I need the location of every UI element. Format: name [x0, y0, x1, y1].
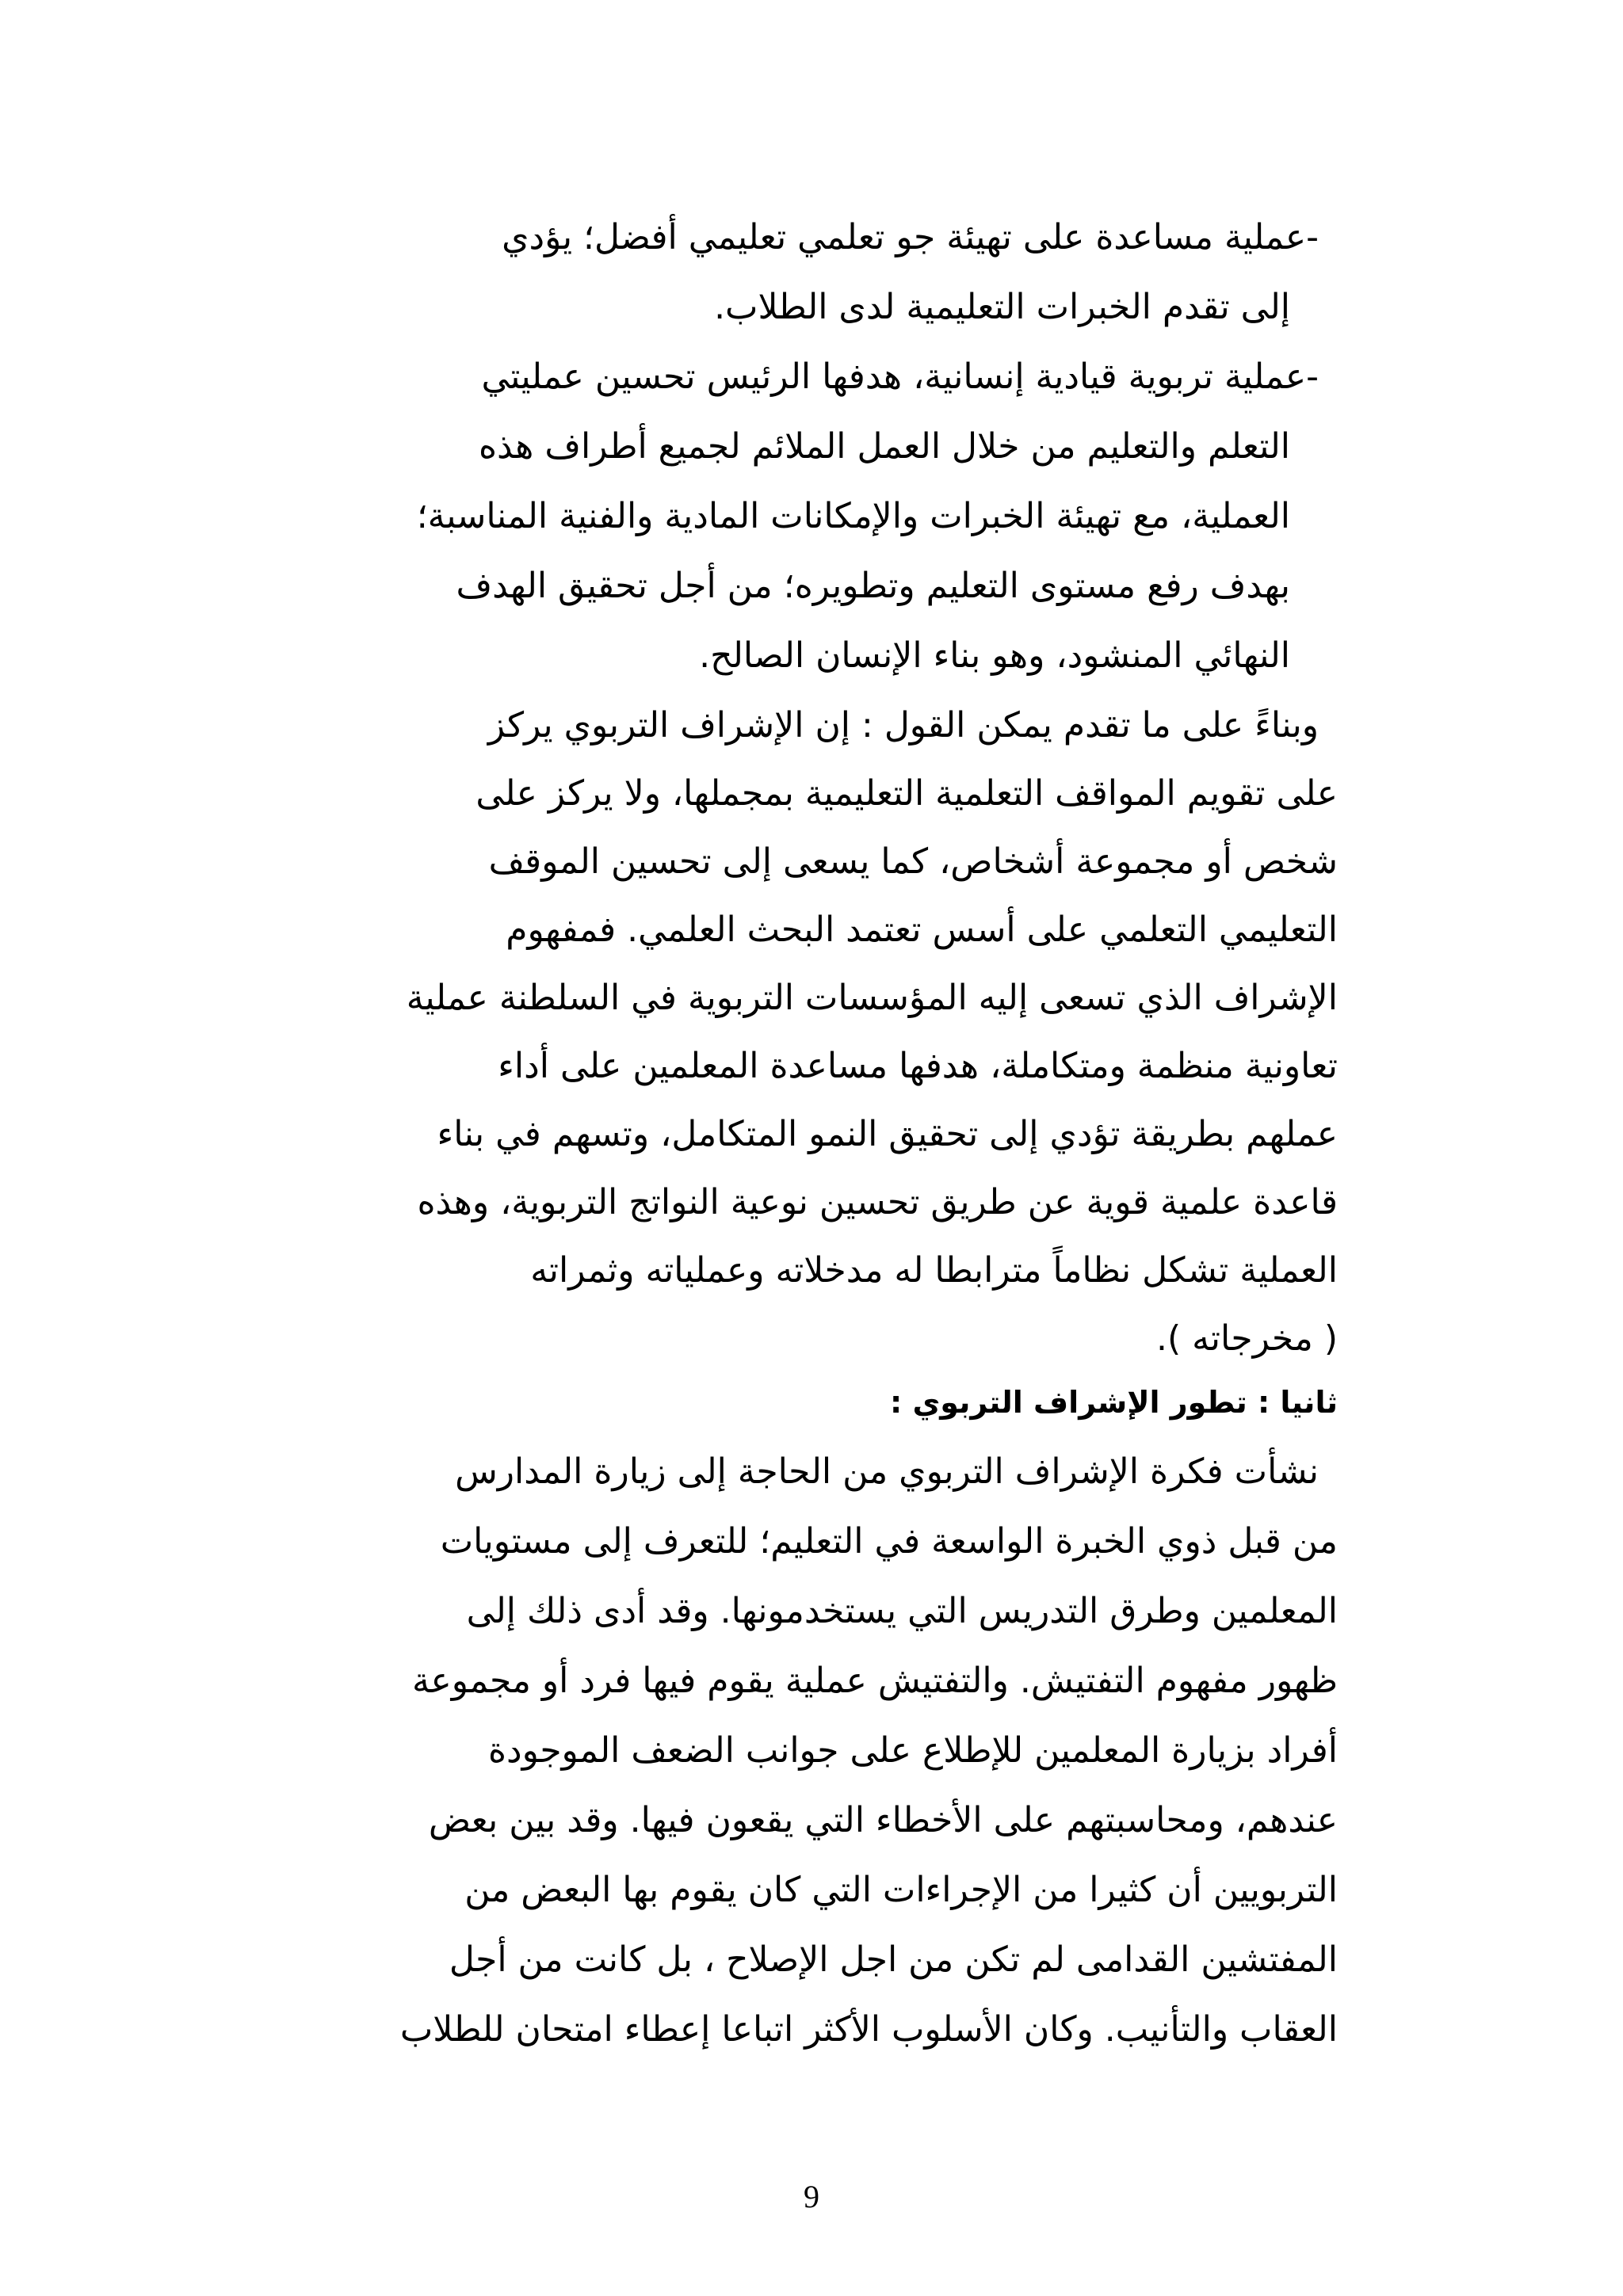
dash-item-2-line-5: النهائي المنشود، وهو بناء الإنسان الصالح.: [699, 635, 1290, 676]
dash-item-1-line-2: إلى تقدم الخبرات التعليمية لدى الطلاب.: [714, 287, 1290, 327]
paragraph-1-line-5: الإشراف الذي تسعى إليه المؤسسات التربوية في السلطنة عملية: [406, 978, 1338, 1018]
dash-item-2-line-1: -عملية تربوية قيادية إنسانية، هدفها الرئيس تحسين عمليتي: [481, 357, 1319, 397]
paragraph-2-line-4: ظهور مفهوم التفتيش. والتفتيش عملية يقوم فيها فرد أو مجموعة: [411, 1661, 1338, 1701]
paragraph-1-line-3: شخص أو مجموعة أشخاص، كما يسعى إلى تحسين الموقف: [488, 841, 1338, 882]
paragraph-2-line-6: عندهم، ومحاسبتهم على الأخطاء التي يقعون فيها. وقد بين بعض: [428, 1800, 1338, 1840]
paragraph-2-line-8: المفتشين القدامى لم تكن من اجل الإصلاح ، بل كانت من أجل: [449, 1939, 1338, 1980]
section-heading: ثانيا : تطور الإشراف التربوي :: [890, 1385, 1338, 1420]
paragraph-2-line-1: نشأت فكرة الإشراف التربوي من الحاجة إلى زيارة المدارس: [455, 1451, 1319, 1492]
dash-item-2-line-3: العملية، مع تهيئة الخبرات والإمكانات المادية والفنية المناسبة؛: [416, 496, 1290, 536]
paragraph-1-line-2: على تقويم المواقف التعلمية التعليمية بمجملها، ولا يركز على: [475, 773, 1338, 814]
paragraph-2-line-3: المعلمين وطرق التدريس التي يستخدمونها. وقد أدى ذلك إلى: [466, 1591, 1338, 1631]
paragraph-1-line-10: ( مخرجاته ).: [1156, 1318, 1338, 1359]
paragraph-1-line-8: قاعدة علمية قوية عن طريق تحسين نوعية النواتج التربوية، وهذه: [417, 1182, 1338, 1222]
paragraph-2-line-5: أفراد بزيارة المعلمين للإطلاع على جوانب الضعف الموجودة: [487, 1730, 1338, 1771]
page-number: 9: [804, 2179, 819, 2214]
paragraph-1-line-6: تعاونية منظمة ومتكاملة، هدفها مساعدة المعلمين على أداء: [498, 1046, 1338, 1086]
paragraph-1-line-4: التعليمي التعلمي على أسس تعتمد البحث العلمي. فمفهوم: [506, 910, 1338, 950]
paragraph-2-line-7: التربويين أن كثيرا من الإجراءات التي كان يقوم بها البعض من: [464, 1870, 1338, 1910]
dash-item-1-line-1: -عملية مساعدة على تهيئة جو تعلمي تعليمي أفضل؛ يؤدي: [502, 217, 1319, 257]
paragraph-2-line-9: العقاب والتأنيب. وكان الأسلوب الأكثر اتباعا إعطاء امتحان للطلاب: [399, 2009, 1338, 2050]
paragraph-1-line-1: وبناءً على ما تقدم يمكن القول : إن الإشراف التربوي يركز: [487, 705, 1319, 746]
dash-item-2-line-2: التعلم والتعليم من خلال العمل الملائم لجميع أطراف هذه: [479, 426, 1290, 467]
paragraph-1-line-9: العملية تشكل نظاماً مترابطا له مدخلاته وعملياته وثمراته: [530, 1250, 1338, 1291]
dash-item-2-line-4: بهدف رفع مستوى التعليم وتطويره؛ من أجل تحقيق الهدف: [456, 566, 1290, 606]
paragraph-1-line-7: عملهم بطريقة تؤدي إلى تحقيق النمو المتكامل، وتسهم في بناء: [437, 1114, 1338, 1154]
paragraph-2-line-2: من قبل ذوي الخبرة الواسعة في التعليم؛ للتعرف إلى مستويات: [440, 1521, 1338, 1562]
